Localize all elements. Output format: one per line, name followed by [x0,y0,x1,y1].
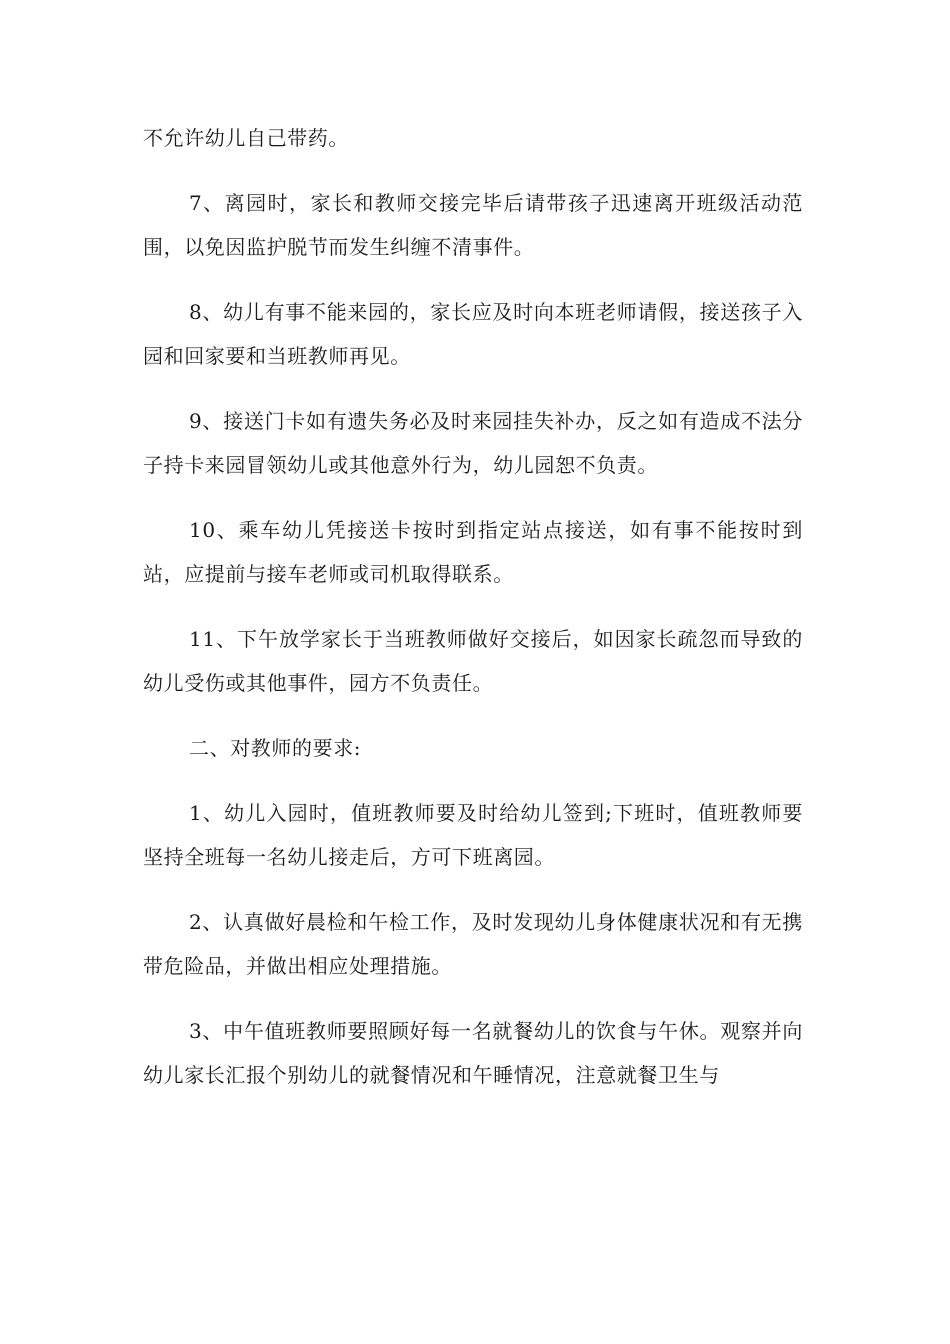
paragraph-item-8: 8、幼儿有事不能来园的，家长应及时向本班老师请假，接送孩子入园和回家要和当班教师再见。 [143,300,803,368]
paragraph-continuation: 不允许幼儿自己带药。 [143,126,349,150]
paragraph-teacher-item-3: 3、中午值班教师要照顾好每一名就餐幼儿的饮食与午休。观察并向幼儿家长汇报个别幼儿的就餐情况和午睡情况，注意就餐卫生与 [143,1019,803,1087]
paragraph-teacher-item-1: 1、幼儿入园时，值班教师要及时给幼儿签到;下班时，值班教师要坚持全班每一名幼儿接走后，方可下班离园。 [143,801,803,869]
paragraph-item-7: 7、离园时，家长和教师交接完毕后请带孩子迅速离开班级活动范围，以免因监护脱节而发生纠缠不清事件。 [143,191,803,259]
paragraph-item-11: 11、下午放学家长于当班教师做好交接后，如因家长疏忽而导致的幼儿受伤或其他事件，园方不负责任。 [143,627,803,695]
paragraph-teacher-item-2: 2、认真做好晨检和午检工作，及时发现幼儿身体健康状况和有无携带危险品，并做出相应处理措施。 [143,910,803,978]
document-body [143,116,803,1118]
paragraph-item-9: 9、接送门卡如有遗失务必及时来园挂失补办，反之如有造成不法分子持卡来园冒领幼儿或其他意外行为，幼儿园恕不负责。 [143,409,803,477]
section-heading-teacher-requirements: 二、对教师的要求: [189,736,362,760]
paragraph-item-10: 10、乘车幼儿凭接送卡按时到指定站点接送，如有事不能按时到站，应提前与接车老师或司机取得联系。 [143,518,803,586]
